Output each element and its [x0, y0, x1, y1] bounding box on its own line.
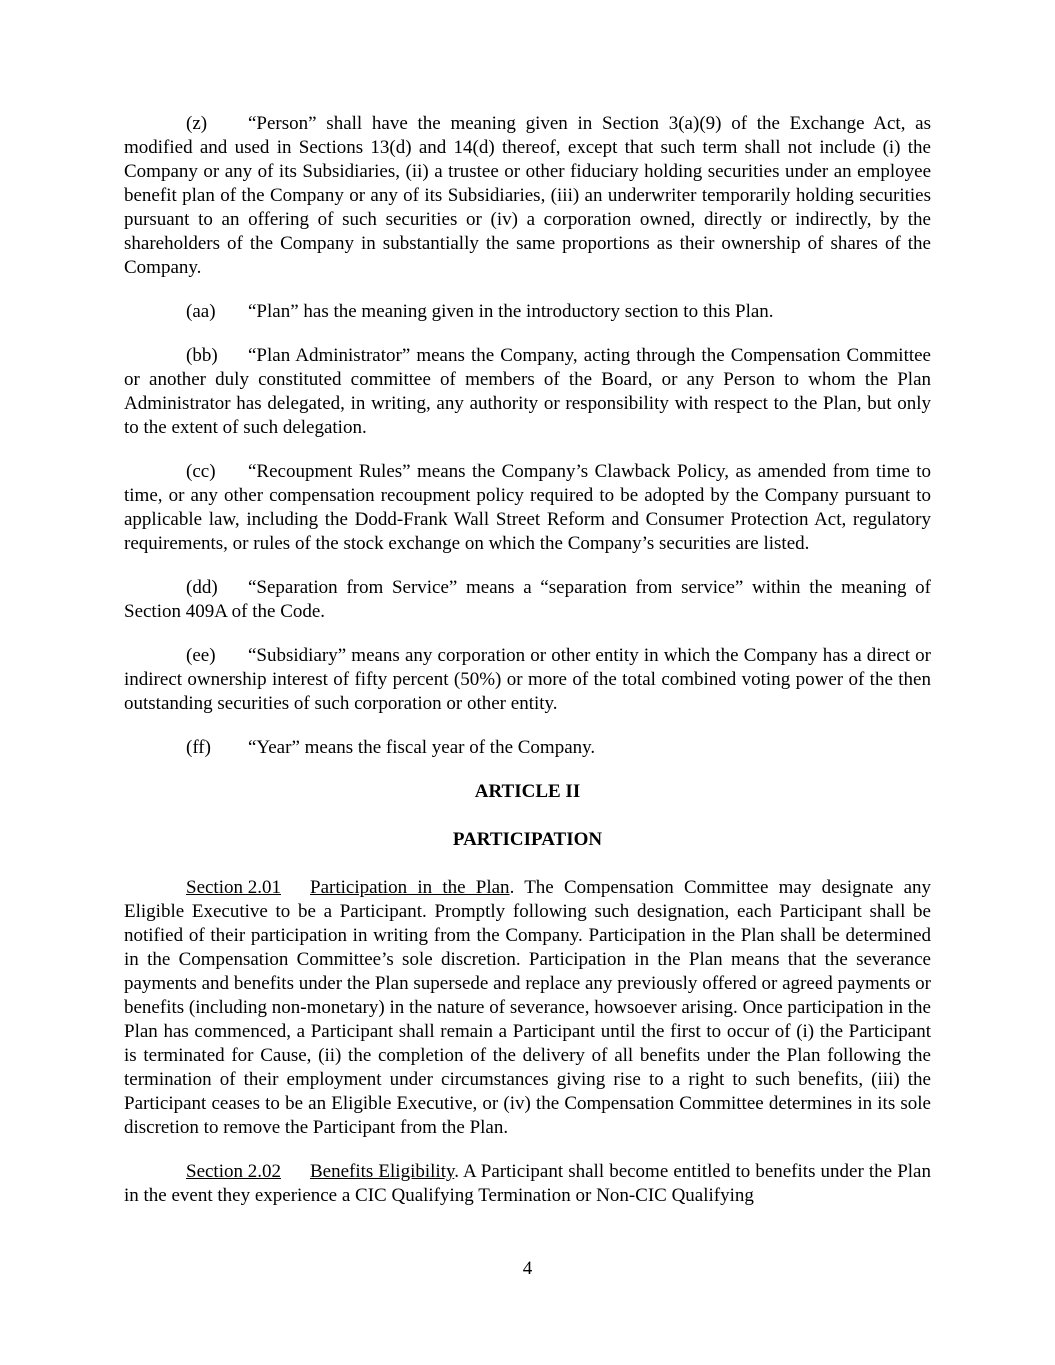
document-page — [124, 112, 931, 1228]
definition-text: “Plan Administrator” means the Company, acting through the Compensation Committee or another duly constituted committee of members of the Board, or any Person to whom the Plan Administrator has delegated, in writing, any authority or responsibility with respect to the Plan, but only to the extent of such delegation. — [124, 345, 931, 438]
definition-dd — [124, 576, 931, 624]
section-text: A Participant shall become entitled to benefits under the Plan in the event they experience a CIC Qualifying Termination or Non-CIC Qualifying — [124, 1161, 931, 1206]
definition-text: “Subsidiary” means any corporation or other entity in which the Company has a direct or indirect ownership interest of fifty percent (50%) or more of the total combined voting power of the then outstanding securities of such corporation or other entity. — [124, 645, 931, 714]
definition-label: (bb) — [186, 345, 218, 366]
section-text: The Compensation Committee may designate any Eligible Executive to be a Participant. Promptly following such designation, each Participant shall be notified of their participation in writing from the Company. Participation in the Plan shall be determined in the Compensation Committee’s sole discretion. Participation in the Plan means that the severance payments and benefits under the Plan supersede and replace any previously offered or agreed payments or benefits (including non-monetary) in the nature of severance, howsoever arising. Once participation in the Plan has commenced, a Participant shall remain a Participant until the first to occur of (i) the Participant is terminated for Cause, (ii) the completion of the delivery of all benefits under the Plan following the termination of their employment under circumstances giving rise to a right to such benefits, (iii) the Participant ceases to be an Eligible Executive, or (iv) the Compensation Committee determines in its sole discretion to remove the Participant from the Plan. — [124, 877, 932, 1138]
definition-label: (ff) — [186, 737, 211, 758]
definition-ff — [124, 736, 931, 760]
section-title-punct: . — [509, 877, 515, 898]
section-title: Participation in the Plan — [310, 877, 510, 898]
section-2-02 — [124, 1160, 931, 1208]
section-number: Section 2.02 — [186, 1161, 281, 1182]
definition-label: (z) — [186, 113, 208, 134]
section-title: Benefits Eligibility — [310, 1161, 455, 1182]
definition-text: “Separation from Service” means a “separation from service” within the meaning of Section 409A of the Code. — [124, 577, 931, 622]
definition-label: (ee) — [186, 645, 216, 666]
page-number: 4 — [522, 1258, 533, 1279]
definition-text: “Year” means the fiscal year of the Company. — [248, 737, 596, 758]
definition-aa — [124, 300, 931, 324]
definition-bb — [124, 344, 931, 440]
article-title: PARTICIPATION — [452, 829, 603, 850]
section-title-punct: . — [454, 1161, 459, 1182]
definition-label: (cc) — [186, 461, 216, 482]
definition-z — [124, 112, 931, 280]
article-number: ARTICLE II — [474, 781, 581, 802]
definition-ee — [124, 644, 931, 716]
definition-cc — [124, 460, 931, 556]
definition-text: “Recoupment Rules” means the Company’s Clawback Policy, as amended from time to time, or any other compensation recoupment policy required to be adopted by the Company pursuant to applicable law, including the Dodd-Frank Wall Street Reform and Consumer Protection Act, regulatory requirements, or rules of the stock exchange on which the Company’s securities are listed. — [124, 461, 931, 554]
definition-text: “Person” shall have the meaning given in Section 3(a)(9) of the Exchange Act, as modified and used in Sections 13(d) and 14(d) thereof, except that such term shall not include (i) the Company or any of its Subsidiaries, (ii) a trustee or other fiduciary holding securities under an employee benefit plan of the Company or any of its Subsidiaries, (iii) an underwriter temporarily holding securities pursuant to an offering of such securities or (iv) a corporation owned, directly or indirectly, by the shareholders of the Company in substantially the same proportions as their ownership of shares of the Company. — [124, 113, 931, 278]
definition-label: (aa) — [186, 301, 216, 322]
definition-label: (dd) — [186, 577, 218, 598]
definition-text: “Plan” has the meaning given in the introductory section to this Plan. — [248, 301, 774, 322]
section-2-01 — [124, 876, 931, 1140]
section-number: Section 2.01 — [186, 877, 281, 898]
